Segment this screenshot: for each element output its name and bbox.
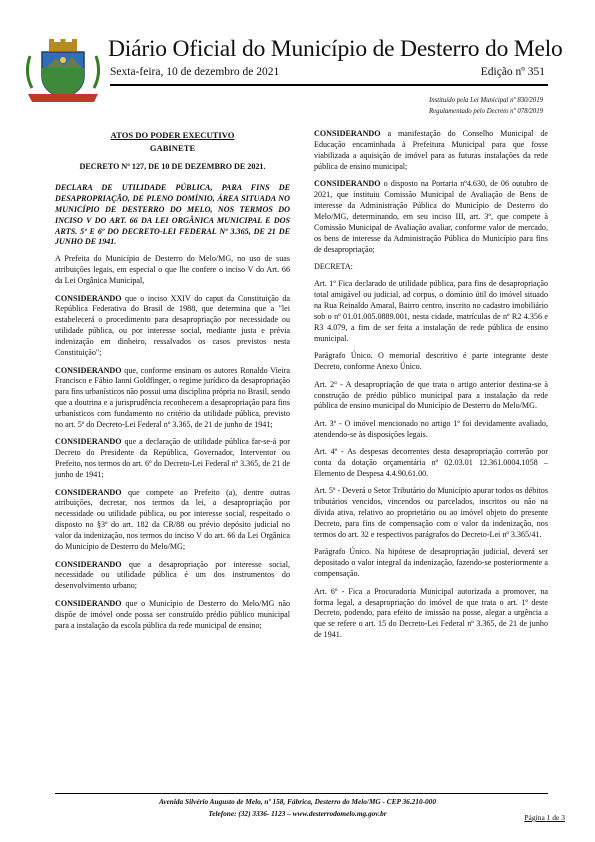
considering-paragraph [55, 599, 290, 632]
considering-paragraph [314, 129, 548, 173]
considering-text: que, conforme ensinam os autores Ronaldo Vieira Francisco e Fábio Ianni Goldfinger, o regime jurídico da desapropriação para fins urbanísticos não possui uma disciplina própria no Brasil, sendo que a doutrina e a jurisprudência reconhecem a desapropriação para fins urbanísticos com fundamento no critério da utilidade pública, previsto no art. 5º do Decreto-Lei Federal nº 3.365, de 21 de junho de 1941; [55, 365, 290, 430]
decree-enactment: DECRETA: [314, 261, 353, 271]
section-heading [55, 129, 290, 155]
considering-paragraph [55, 294, 290, 359]
considering-paragraph [55, 437, 290, 481]
considering-label: CONSIDERANDO [55, 487, 122, 497]
considering-text: a manifestação do Conselho Municipal de Educação encaminhada à Prefeitura Municipal para que fosse viabilizada a aquisição de imóvel para as futuras instalações da rede pública de ensino municipal; [314, 129, 548, 171]
publication-date: Sexta-feira, 10 de dezembro de 2021 [110, 66, 280, 78]
considering-text: que a desapropriação por interesse social, necessidade ou utilidade pública é um dos instrumentos do desenvolvimento urbano; [55, 559, 290, 591]
page-number: Página 1 de 3 [524, 813, 565, 822]
coat-of-arms-icon [22, 38, 104, 104]
article-4: Art. 4º - As despesas decorrentes desta desapropriação correrão por conta da dotação orçamentária nº 02.03.01 12.361.0004.1058 – Elemento de Despesa 4.4.90.61.00. [314, 447, 548, 478]
gazette-title: Diário Oficial do Município de Desterro do Melo [108, 36, 563, 62]
footer-divider [55, 793, 548, 794]
edition-number: Edição nº 351 [480, 66, 545, 78]
considering-text: que compete ao Prefeito (a), dentre outras atribuições, decretar, nos termos da lei, a desapropriação por necessidade ou utilidade pública, ou por interesse social, respeitado o disposto no §3º do art. 182 da CR/88 ou prévio depósito judicial no valor da indenização, nos termos do inciso V do art. 66 da Lei Orgânica do Município de Desterro do Melo/MG; [55, 487, 290, 552]
considering-label: CONSIDERANDO [314, 179, 381, 189]
considering-paragraph [55, 560, 290, 593]
article-5-paragraph: Parágrafo Único. Na hipótese de desapropriação judicial, deverá ser depositado o valor integral da indenização, fazendo-se posteriormente a compensação. [314, 547, 548, 579]
institution-law-note: Instituído pela Lei Municipal nº 830/2019 [428, 97, 543, 104]
article-6: Art. 6º - Fica a Procuradoria Municipal autorizada a promover, na forma legal, a desapropriação do imóvel de que trata o art. 1º deste Decreto, podendo, para efeito de imissão na posse, alegar a urgência a que se refere o art. 15 do Decreto-Lei Federal nº 3.365, de 21 de junho de 1941. [314, 586, 548, 640]
considering-label: CONSIDERANDO [55, 365, 122, 375]
considering-label: CONSIDERANDO [55, 293, 122, 303]
footer-address: Avenida Silvério Augusto de Melo, nº 158, Fábrica, Desterro do Melo/MG - CEP 36.210-000 [159, 797, 436, 806]
article-3: Art. 3º - O imóvel mencionado no artigo 1º foi devidamente avaliado, atendendo-se às disposições legais. [314, 418, 548, 439]
article-5: Art. 5º - Deverá o Setor Tributário do Município apurar todos os débitos tributários vencidos, vincendos ou parcelados, inscritos ou não na dívida ativa, relativo ao proprietário ou ao imóvel objeto do presente Decreto, para fins de compensação com o valor da indenização, nos termos do art. 32 e respectivos parágrafos do Decreto-Lei nº 3.365/41. [314, 486, 548, 539]
considering-text: que o Município de Desterro do Melo/MG não dispõe de imóvel onde possa ser construído prédio público municipal para a instalação da escola pública da rede municipal de ensino; [55, 598, 290, 630]
right-column [314, 129, 548, 648]
regulation-decree-note: Regulamentado pelo Decreto nº 078/2019 [429, 108, 543, 115]
considering-text: que o inciso XXIV do caput da Constituição da República Federativa do Brasil de 1988, que determina que a "lei estabelecerá o procedimento para desapropriação por necessidade ou utilidade pública, ou por interesse social, mediante justa e prévia indenização em dinheiro, ressalvados os casos previstos nesta Constituição"; [55, 293, 290, 358]
considering-paragraph [314, 179, 548, 255]
header-divider [110, 84, 548, 86]
preamble-paragraph: A Prefeita do Município de Desterro do Melo/MG, no uso de suas atribuições legais, em especial o que lhe confere o inciso V do Art. 66 da Lei Orgânica Municipal, [55, 254, 290, 286]
footer-contact: Telefone: (32) 3336- 1123 – www.desterrodomelo.mg.gov.br [208, 809, 387, 818]
decree-summary: DECLARA DE UTILIDADE PÚBLICA, PARA FINS DE DESAPROPRIAÇÃO, DE PLENO DOMÍNIO, ÁREA SITUADA NO MUNICÍPIO DE DESTERRO DO MELO, NOS TERMOS DO INCISO V DO ART. 66 DA LEI ORGÂNICA MUNICIPAL E DOS ARTS. 5º E 6º DO DECRETO-LEI FEDERAL Nº 3.365, DE 21 DE JUNHO DE 1941. [55, 182, 290, 247]
considering-label: CONSIDERANDO [55, 559, 122, 569]
considering-paragraph [55, 488, 290, 553]
article-1-paragraph: Parágrafo Único. O memorial descritivo é parte integrante deste Decreto, conforme Anexo Único. [314, 351, 548, 372]
section-title: ATOS DO PODER EXECUTIVO [110, 130, 235, 140]
decree-title: DECRETO Nº 127, DE 10 DE DEZEMBRO DE 2021. [79, 162, 266, 171]
considering-label: CONSIDERANDO [314, 129, 381, 138]
considering-label: CONSIDERANDO [55, 437, 122, 447]
considering-text: o disposto na Portaria nº4.630, de 06 outubro de 2021, que instituiu Comissão Municipal de Avaliação de Bens de interesse da Administração Pública do Município de Desterro do Melo/MG, determinando, em seu inciso III, art. 3º, que compete à Comissão Municipal de Avaliação avaliar, conforme valor de mercado, os bens de interesse da Administração Pública do Município para fins de desapropriação; [314, 179, 548, 254]
considering-text: que a declaração de utilidade pública far-se-á por Decreto do Presidente da República, Governador, Interventor ou Prefeito, nos termos do art. 6º do Decreto-Lei Federal nº 3.365, de 21 de junho de 1941; [55, 437, 290, 480]
section-subtitle: GABINETE [149, 143, 196, 153]
considering-paragraph [55, 366, 290, 431]
article-1: Art. 1º Fica declarado de utilidade pública, para fins de desapropriação total amigável ou judicial, ad corpus, o domínio útil do imóvel situado na Rua Reinaldo Amaral, Bairro centro, inscrito no cadastro imobiliário sob o nº 01.01.005.0889.001, nesta cidade, matrículas de nº R2 4.356 e R3 4.079, a fim de ser feita a instalação de rede pública de ensino municipal. [314, 279, 548, 343]
article-2: Art. 2º - A desapropriação de que trata o artigo anterior destina-se à construção de prédio público municipal para a instalação da rede pública de ensino municipal do Município de Desterro do Melo/MG. [314, 379, 548, 411]
left-column [55, 129, 290, 638]
considering-label: CONSIDERANDO [55, 598, 122, 608]
